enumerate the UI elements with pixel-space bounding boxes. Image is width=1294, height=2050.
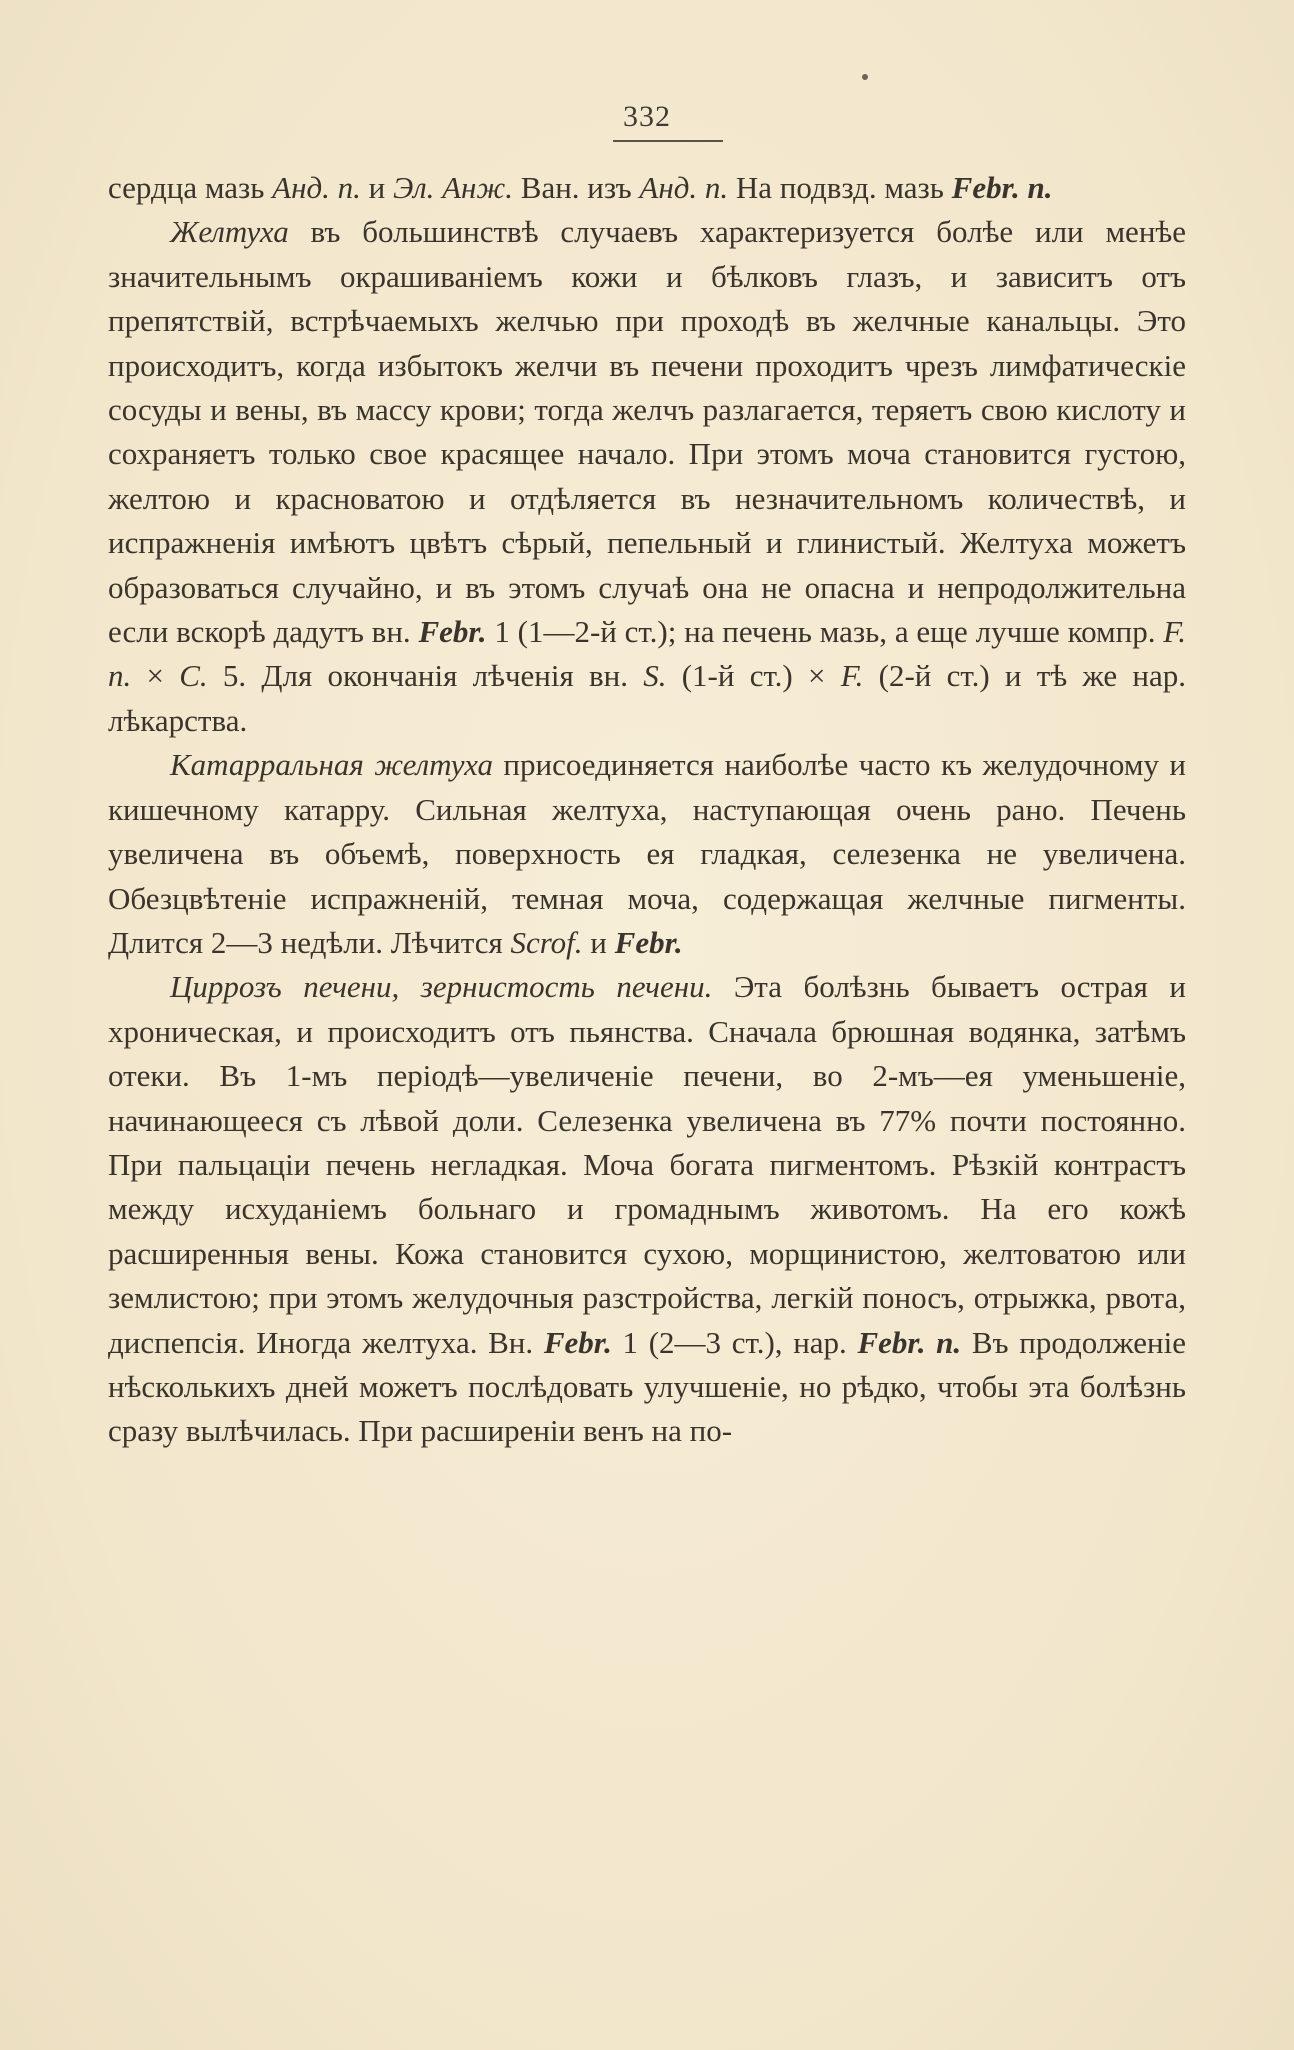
text-run: сердца мазь xyxy=(108,170,273,205)
text-run: 5. Для окончанiя лѣченiя вн. xyxy=(207,658,644,694)
paragraph xyxy=(108,210,1186,743)
emphasis-run: Анд. п. xyxy=(639,170,729,205)
text-run: × xyxy=(131,658,180,694)
text-run: въ большинствѣ случаевъ характеризуется болѣе или менѣе значительнымъ окрашиванiемъ кожи и бѣлковъ глазъ, и зависитъ отъ препятствiй, встрѣчаемыхъ желчью при проходѣ въ желчные канальцы. Это происходитъ, когда избытокъ желчи въ печени проходитъ чрезъ лимфатическiе сосуды и вены, въ массу крови; тогда желчъ разлагается, теряетъ свою кислоту и сохраняетъ только свое красящее начало. При этомъ моча становится густою, желтою и красноватою и отдѣляется въ незначительномъ количествѣ, и испражненiя имѣютъ цвѣтъ сѣрый, пепельный и глинистый. Желтуха можетъ образоваться случайно, и въ этомъ случаѣ она не опасна и непродолжительна если вскорѣ дадутъ вн. xyxy=(108,214,1186,650)
text-run: и xyxy=(360,170,394,205)
text-run: 1 (1—2-й ст.); на печень мазь, а еще лучше компр. xyxy=(486,614,1164,650)
emphasis-run: Febr. xyxy=(543,1324,612,1360)
emphasis-run: Febr. п. xyxy=(951,170,1053,205)
emphasis-run: Febr. п. xyxy=(857,1324,962,1360)
text-run: присоединяется наиболѣе часто къ желудочному и кишечному катарру. Сильная желтуха, наступающая очень рано. Печень увеличена въ объемѣ, поверхность ея гладкая, селезенка не увеличена. Обезцвѣтенiе испражненiй, темная моча, содержащая желчные пигменты. Длится 2—3 недѣли. Лѣчится xyxy=(108,747,1186,960)
text-run: (1-й ст.) × xyxy=(666,658,841,694)
paragraph xyxy=(108,965,1186,1453)
text-run: На подвзд. мазь xyxy=(728,170,952,205)
emphasis-run: F. xyxy=(840,658,864,694)
emphasis-run: S. xyxy=(643,658,667,694)
emphasis-run: Катарральная желтуха xyxy=(170,747,493,783)
emphasis-run: Febr. xyxy=(418,614,487,650)
text-run: (2-й ст.) и тѣ же нар. лѣкарства. xyxy=(108,658,1186,738)
text-run: и xyxy=(582,924,615,960)
paragraph xyxy=(108,166,1186,210)
emphasis-run: Желтуха xyxy=(170,214,289,250)
text-run: Въ продолженiе нѣсколькихъ дней можетъ послѣдовать улучшенiе, но рѣдко, чтобы эта болѣзнь сразу вылѣчилась. При расширенiи венъ на по- xyxy=(108,1324,1187,1449)
body-text xyxy=(108,166,1186,1454)
emphasis-run: C. xyxy=(179,658,208,694)
header-rule xyxy=(613,140,723,142)
text-run: Эта болѣзнь бываетъ острая и хроническая, и происходитъ отъ пьянства. Сначала брюшная водянка, затѣмъ отеки. Въ 1-мъ перiодѣ—увеличенiе печени, во 2-мъ—ея уменьшенiе, начинающееся съ лѣвой доли. Селезенка увеличена въ 77% почти постоянно. При пальцацiи печень негладкая. Моча богата пигментомъ. Рѣзкiй контрастъ между исхуданiемъ больнаго и громаднымъ животомъ. На его кожѣ расширенныя вены. Кожа становится сухою, морщинистою, желтоватою или землистою; при этомъ желудочныя разстройства, легкiй поносъ, отрыжка, рвота, диспепсiя. Иногда желтуха. Вн. xyxy=(108,969,1186,1360)
emphasis-run: Scrof. xyxy=(510,924,583,960)
emphasis-run: Эл. Анж. xyxy=(393,170,514,205)
ink-speck xyxy=(862,74,868,80)
text-run: 1 (2—3 ст.), нар. xyxy=(611,1324,858,1360)
text-run: Ван. изъ xyxy=(513,170,640,205)
emphasis-run: Febr. xyxy=(614,924,683,960)
emphasis-run: F. п. xyxy=(108,614,1186,694)
page-number: 332 xyxy=(623,100,671,133)
emphasis-run: Анд. п. xyxy=(272,170,361,205)
paragraph xyxy=(108,743,1186,965)
emphasis-run: Циррозъ печени, зернистость печени. xyxy=(170,969,713,1005)
